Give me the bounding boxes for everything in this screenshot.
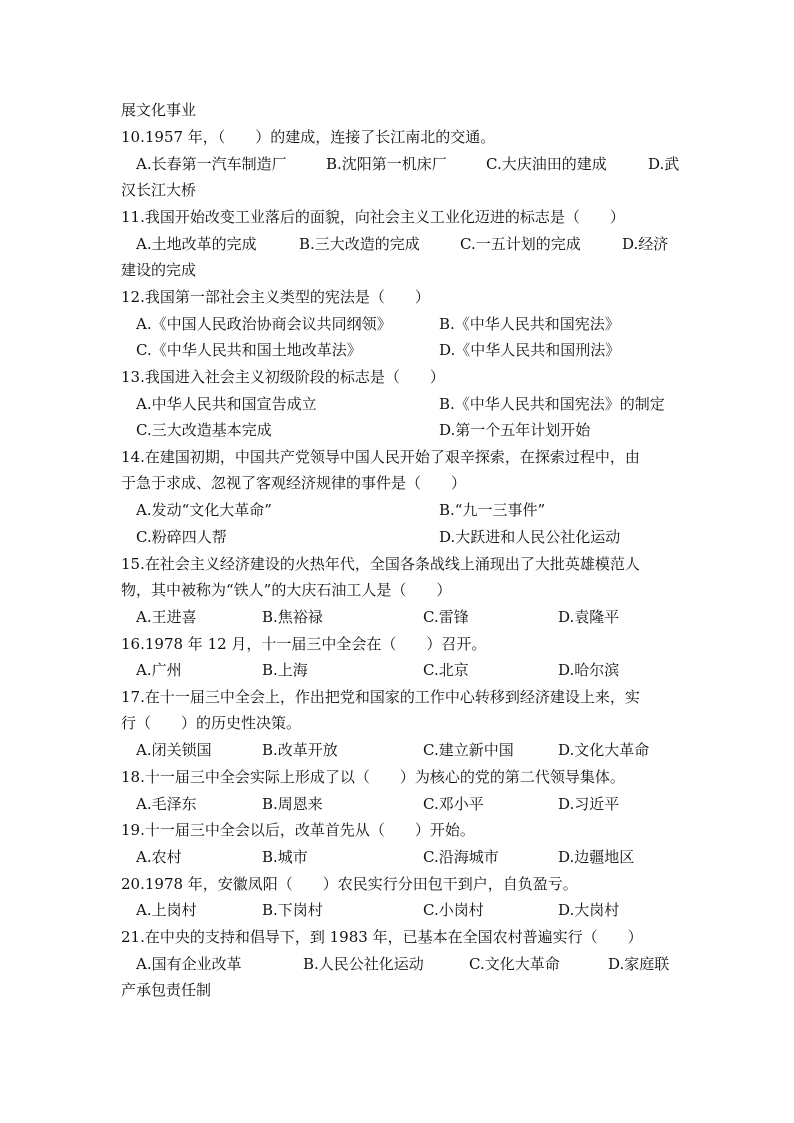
question-16: 16.1978 年 12 月，十一届三中全会在（ ）召开。 — [121, 635, 487, 653]
question-21: 21.在中央的支持和倡导下，到 1983 年，已基本在全国农村普遍实行（ ） — [121, 928, 643, 946]
option-a: A.国有企业改革 — [136, 955, 242, 973]
question-21-options — [136, 954, 696, 974]
question-20-options — [136, 900, 696, 920]
question-19: 19.十一届三中全会以后，改革首先从（ ）开始。 — [121, 821, 475, 839]
option-a: A.广州 — [136, 661, 182, 679]
question-14-continuation: 于急于求成、忽视了客观经济规律的事件是（ ） — [121, 474, 467, 492]
option-a: A.闭关锁国 — [136, 741, 212, 759]
option-c: C.沿海城市 — [423, 848, 499, 866]
option-b: B.周恩来 — [262, 795, 323, 813]
question-15: 15.在社会主义经济建设的火热年代，全国各条战线上涌现出了大批英雄模范人 — [121, 555, 640, 573]
question-13: 13.我国进入社会主义初级阶段的标志是（ ） — [121, 368, 445, 386]
option-a: A.毛泽东 — [136, 795, 197, 813]
option-a: A.土地改革的完成 — [136, 235, 257, 253]
option-d: D.习近平 — [558, 795, 620, 813]
option-b: B.《中华人民共和国宪法》 — [439, 315, 620, 333]
option-d: D.袁隆平 — [558, 608, 620, 626]
option-b: B.改革开放 — [262, 741, 338, 759]
question-10: 10.1957 年，（ ）的建成，连接了长江南北的交通。 — [121, 128, 496, 146]
question-12-options-row-2 — [136, 340, 696, 360]
option-d: D.《中华人民共和国刑法》 — [439, 341, 621, 359]
option-b: B.城市 — [262, 848, 308, 866]
question-17-options — [136, 740, 696, 760]
option-a: A.王进喜 — [136, 608, 197, 626]
option-a: A.上岗村 — [136, 901, 197, 919]
option-d: D.大岗村 — [558, 901, 620, 919]
option-a: A.长春第一汽车制造厂 — [136, 155, 287, 173]
option-c: C.建立新中国 — [423, 741, 514, 759]
option-b: B.《中华人民共和国宪法》的制定 — [439, 395, 665, 413]
option-c: C.邓小平 — [423, 795, 484, 813]
option-d: D.武 — [648, 155, 680, 173]
option-c: C.大庆油田的建成 — [486, 155, 607, 173]
option-c: C.粉碎四人帮 — [136, 528, 227, 546]
option-d: D.文化大革命 — [558, 741, 650, 759]
question-17-continuation: 行（ ）的历史性决策。 — [121, 714, 302, 732]
question-20: 20.1978 年，安徽凤阳（ ）农民实行分田包干到户，自负盈亏。 — [121, 875, 578, 893]
option-c: C.一五计划的完成 — [460, 235, 581, 253]
option-b: B.人民公社化运动 — [303, 955, 424, 973]
question-18: 18.十一届三中全会实际上形成了以（ ）为核心的党的第二代领导集体。 — [121, 768, 625, 786]
text-line-continuation: 展文化事业 — [121, 101, 197, 119]
question-13-options-row-1 — [136, 394, 696, 414]
option-b: B.“九一三事件” — [439, 501, 546, 519]
option-b: B.三大改造的完成 — [299, 235, 420, 253]
option-c: C.文化大革命 — [469, 955, 560, 973]
question-10-option-d-continuation: 汉长江大桥 — [121, 181, 197, 199]
option-d: D.哈尔滨 — [558, 661, 620, 679]
question-21-option-d-continuation: 产承包责任制 — [121, 981, 212, 999]
option-b: B.沈阳第一机床厂 — [326, 155, 447, 173]
option-d: D.边疆地区 — [558, 848, 635, 866]
option-a: A.《中国人民政治协商会议共同纲领》 — [136, 315, 392, 333]
option-c: C.三大改造基本完成 — [136, 421, 272, 439]
question-15-options — [136, 607, 696, 627]
question-18-options — [136, 794, 696, 814]
option-d: D.第一个五年计划开始 — [439, 421, 591, 439]
option-c: C.北京 — [423, 661, 469, 679]
question-16-options — [136, 660, 696, 680]
option-a: A.中华人民共和国宣告成立 — [136, 395, 317, 413]
question-19-options — [136, 847, 696, 867]
question-14-options-row-1 — [136, 500, 696, 520]
question-13-options-row-2 — [136, 420, 696, 440]
question-15-continuation: 物，其中被称为“铁人”的大庆石油工人是（ ） — [121, 581, 452, 599]
option-d: D.经济 — [622, 235, 669, 253]
option-d: D.家庭联 — [608, 955, 670, 973]
option-a: A.农村 — [136, 848, 182, 866]
question-10-options — [136, 154, 696, 174]
option-d: D.大跃进和人民公社化运动 — [439, 528, 621, 546]
question-11-option-d-continuation: 建设的完成 — [121, 261, 197, 279]
option-b: B.焦裕禄 — [262, 608, 323, 626]
option-c: C.《中华人民共和国土地改革法》 — [136, 341, 362, 359]
option-a: A.发动“文化大革命” — [136, 501, 272, 519]
option-b: B.上海 — [262, 661, 308, 679]
question-12: 12.我国第一部社会主义类型的宪法是（ ） — [121, 288, 430, 306]
option-c: C.雷锋 — [423, 608, 469, 626]
question-11-options — [136, 234, 696, 254]
question-12-options-row-1 — [136, 314, 696, 334]
question-17: 17.在十一届三中全会上，作出把党和国家的工作中心转移到经济建设上来，实 — [121, 688, 640, 706]
option-c: C.小岗村 — [423, 901, 484, 919]
question-14: 14.在建国初期，中国共产党领导中国人民开始了艰辛探索，在探索过程中，由 — [121, 448, 640, 466]
question-11: 11.我国开始改变工业落后的面貌，向社会主义工业化迈进的标志是（ ） — [121, 208, 625, 226]
question-14-options-row-2 — [136, 527, 696, 547]
option-b: B.下岗村 — [262, 901, 323, 919]
